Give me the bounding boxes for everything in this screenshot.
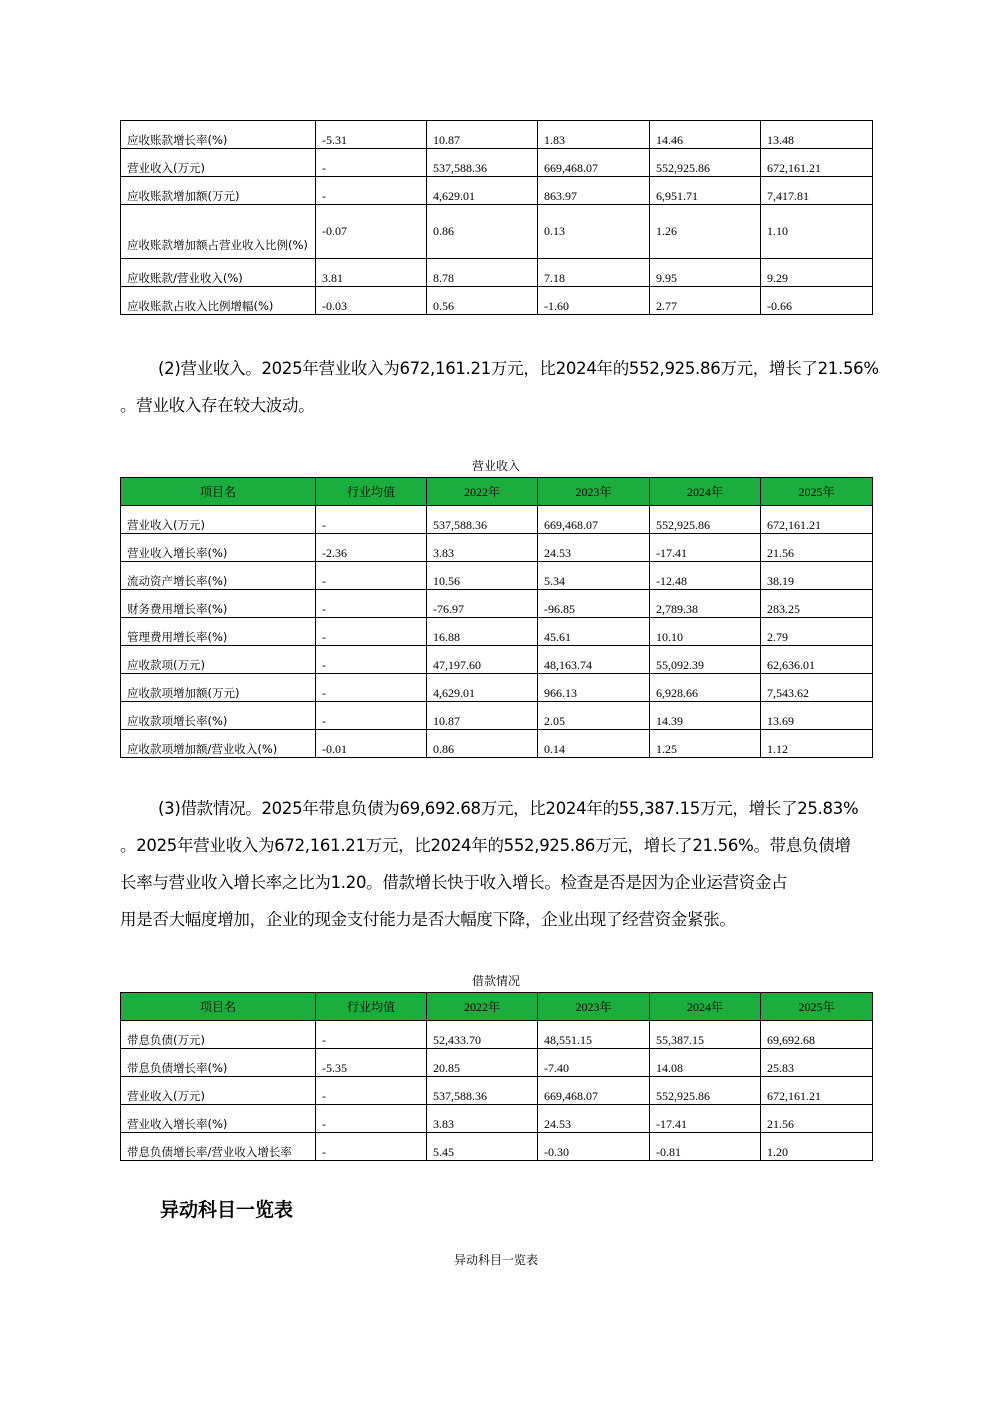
row-label: 应收账款增加额(万元) (121, 177, 316, 205)
table-cell: 3.81 (316, 259, 427, 287)
table-cell: - (316, 177, 427, 205)
table-cell: - (316, 562, 427, 590)
table-cell: 55,092.39 (650, 646, 761, 674)
table-row (121, 205, 873, 259)
table-cell: 20.85 (427, 1049, 538, 1077)
row-label: 应收款项增加额/营业收入(%) (121, 730, 316, 758)
table-row (121, 1077, 873, 1105)
paragraph-line: 用是否大幅度增加，企业的现金支付能力是否大幅度下降，企业出现了经营资金紧张。 (120, 910, 736, 929)
row-label: 营业收入(万元) (121, 1077, 316, 1105)
table-cell: 14.08 (650, 1049, 761, 1077)
table-cell: 2,789.38 (650, 590, 761, 618)
row-label: 带息负债增长率/营业收入增长率 (121, 1133, 316, 1161)
table-row (121, 674, 873, 702)
table-cell: 0.14 (538, 730, 650, 758)
table-cell: 6,928.66 (650, 674, 761, 702)
row-label: 财务费用增长率(%) (121, 590, 316, 618)
row-label: 营业收入(万元) (121, 506, 316, 534)
table-cell: - (316, 1077, 427, 1105)
table-cell: 672,161.21 (761, 1077, 873, 1105)
table-cell: 4,629.01 (427, 177, 538, 205)
table-cell: 0.56 (427, 287, 538, 315)
column-header: 行业均值 (316, 478, 427, 506)
row-label: 营业收入增长率(%) (121, 1105, 316, 1133)
table-cell: 62,636.01 (761, 646, 873, 674)
section-heading: 异动科目一览表 (160, 1199, 294, 1221)
table-cell: 0.86 (427, 205, 538, 259)
table-cell: 9.29 (761, 259, 873, 287)
table-row (121, 590, 873, 618)
revenue-paragraph (120, 350, 895, 424)
table-row (121, 534, 873, 562)
table-cell: 69,692.68 (761, 1021, 873, 1049)
table-row (121, 177, 873, 205)
table-row (121, 730, 873, 758)
table-cell: 669,468.07 (538, 149, 650, 177)
table-cell: 10.87 (427, 702, 538, 730)
row-label: 管理费用增长率(%) (121, 618, 316, 646)
paragraph-line: 。营业收入存在较大波动。 (120, 396, 315, 415)
table-cell: 863.97 (538, 177, 650, 205)
table-cell: 283.25 (761, 590, 873, 618)
table-row (121, 702, 873, 730)
paragraph-line: (3)借款情况。2025年带息负债为69,692.68万元，比2024年的55,387.15万元，增长了25.83% (158, 799, 859, 818)
paragraph-line: 。2025年营业收入为672,161.21万元，比2024年的552,925.86万元，增长了21.56%。带息负债增 (120, 836, 851, 855)
table-cell: 14.39 (650, 702, 761, 730)
table-cell: 55,387.15 (650, 1021, 761, 1049)
table-cell: -2.36 (316, 534, 427, 562)
column-header: 2025年 (761, 478, 873, 506)
table-cell: 47,197.60 (427, 646, 538, 674)
table-cell: -12.48 (650, 562, 761, 590)
row-label: 带息负债(万元) (121, 1021, 316, 1049)
table-cell: 552,925.86 (650, 149, 761, 177)
column-header: 2023年 (538, 993, 650, 1021)
table-cell: -17.41 (650, 1105, 761, 1133)
table-cell: 4,629.01 (427, 674, 538, 702)
paragraph-line: 长率与营业收入增长率之比为1.20。借款增长快于收入增长。检查是否是因为企业运营资金占 (120, 873, 788, 892)
table-cell: 3.83 (427, 534, 538, 562)
table-cell: 537,588.36 (427, 1077, 538, 1105)
receivables-table (120, 120, 873, 315)
table-cell: 52,433.70 (427, 1021, 538, 1049)
table-cell: 25.83 (761, 1049, 873, 1077)
table-cell: -76.97 (427, 590, 538, 618)
table-cell: 48,163.74 (538, 646, 650, 674)
table-cell: 16.88 (427, 618, 538, 646)
table-cell: -0.66 (761, 287, 873, 315)
column-header: 2022年 (427, 478, 538, 506)
table-cell: 5.45 (427, 1133, 538, 1161)
row-label: 带息负债增长率(%) (121, 1049, 316, 1077)
table-cell: 1.10 (761, 205, 873, 259)
table-cell: 48,551.15 (538, 1021, 650, 1049)
column-header: 2024年 (650, 993, 761, 1021)
table-cell: 9.95 (650, 259, 761, 287)
revenue-table (120, 477, 873, 758)
table-cell: 45.61 (538, 618, 650, 646)
column-header: 行业均值 (316, 993, 427, 1021)
table-cell: - (316, 1105, 427, 1133)
table-row (121, 149, 873, 177)
table-cell: -0.81 (650, 1133, 761, 1161)
table-cell: - (316, 618, 427, 646)
table-cell: - (316, 590, 427, 618)
table-cell: - (316, 506, 427, 534)
table-cell: -5.35 (316, 1049, 427, 1077)
table-row (121, 287, 873, 315)
table-row (121, 121, 873, 149)
row-label: 营业收入增长率(%) (121, 534, 316, 562)
column-header: 2023年 (538, 478, 650, 506)
table-cell: - (316, 646, 427, 674)
table-cell: 552,925.86 (650, 1077, 761, 1105)
table-cell: 8.78 (427, 259, 538, 287)
table-row (121, 506, 873, 534)
table-cell: 1.25 (650, 730, 761, 758)
column-header: 项目名 (121, 993, 316, 1021)
table-cell: 5.34 (538, 562, 650, 590)
row-label: 流动资产增长率(%) (121, 562, 316, 590)
row-label: 应收款项增长率(%) (121, 702, 316, 730)
table-cell: 7,543.62 (761, 674, 873, 702)
table-cell: 21.56 (761, 1105, 873, 1133)
table-cell: 1.83 (538, 121, 650, 149)
table-cell: 1.12 (761, 730, 873, 758)
table-caption: 借款情况 (471, 974, 520, 988)
table-cell: - (316, 1133, 427, 1161)
table-cell: 10.56 (427, 562, 538, 590)
table-cell: 552,925.86 (650, 506, 761, 534)
table-cell: 38.19 (761, 562, 873, 590)
row-label: 应收款项增加额(万元) (121, 674, 316, 702)
table-row (121, 1133, 873, 1161)
table-cell: -0.03 (316, 287, 427, 315)
table-cell: 7.18 (538, 259, 650, 287)
table-cell: 1.26 (650, 205, 761, 259)
table-cell: -0.30 (538, 1133, 650, 1161)
table-caption: 营业收入 (471, 459, 520, 473)
table-header-row (121, 993, 873, 1021)
table-cell: -17.41 (650, 534, 761, 562)
column-header: 2025年 (761, 993, 873, 1021)
table-cell: -1.60 (538, 287, 650, 315)
column-header: 2024年 (650, 478, 761, 506)
table-cell: 2.79 (761, 618, 873, 646)
table-cell: 2.77 (650, 287, 761, 315)
row-label: 应收账款/营业收入(%) (121, 259, 316, 287)
table-cell: 1.20 (761, 1133, 873, 1161)
table-row (121, 646, 873, 674)
table-cell: 0.13 (538, 205, 650, 259)
row-label: 营业收入(万元) (121, 149, 316, 177)
paragraph-line: (2)营业收入。2025年营业收入为672,161.21万元，比2024年的552,925.86万元，增长了21.56% (158, 359, 879, 378)
loans-paragraph (120, 790, 895, 938)
table-caption: 异动科目一览表 (453, 1253, 538, 1267)
table-row (121, 1021, 873, 1049)
row-label: 应收款项(万元) (121, 646, 316, 674)
table-cell: 669,468.07 (538, 506, 650, 534)
table-cell: -0.07 (316, 205, 427, 259)
table-cell: 13.69 (761, 702, 873, 730)
table-cell: -5.31 (316, 121, 427, 149)
table-cell: 672,161.21 (761, 149, 873, 177)
table-cell: 669,468.07 (538, 1077, 650, 1105)
table-cell: 7,417.81 (761, 177, 873, 205)
table-cell: - (316, 674, 427, 702)
row-label: 应收账款增加额占营业收入比例(%) (121, 205, 316, 259)
column-header: 项目名 (121, 478, 316, 506)
table-cell: 537,588.36 (427, 506, 538, 534)
table-cell: - (316, 1021, 427, 1049)
table-cell: -96.85 (538, 590, 650, 618)
column-header: 2022年 (427, 993, 538, 1021)
table-cell: 14.46 (650, 121, 761, 149)
row-label: 应收账款增长率(%) (121, 121, 316, 149)
table-cell: 3.83 (427, 1105, 538, 1133)
table-cell: 2.05 (538, 702, 650, 730)
table-cell: 0.86 (427, 730, 538, 758)
table-cell: 6,951.71 (650, 177, 761, 205)
table-row (121, 562, 873, 590)
table-cell: 10.10 (650, 618, 761, 646)
table-row (121, 1105, 873, 1133)
table-cell: 966.13 (538, 674, 650, 702)
row-label: 应收账款占收入比例增幅(%) (121, 287, 316, 315)
table-row (121, 618, 873, 646)
table-cell: 537,588.36 (427, 149, 538, 177)
table-row (121, 259, 873, 287)
loans-table (120, 992, 873, 1161)
table-cell: -7.40 (538, 1049, 650, 1077)
table-cell: 13.48 (761, 121, 873, 149)
table-cell: -0.01 (316, 730, 427, 758)
table-row (121, 1049, 873, 1077)
table-cell: 10.87 (427, 121, 538, 149)
table-cell: 672,161.21 (761, 506, 873, 534)
table-cell: - (316, 149, 427, 177)
table-cell: 24.53 (538, 1105, 650, 1133)
table-cell: 24.53 (538, 534, 650, 562)
table-cell: - (316, 702, 427, 730)
table-header-row (121, 478, 873, 506)
table-cell: 21.56 (761, 534, 873, 562)
